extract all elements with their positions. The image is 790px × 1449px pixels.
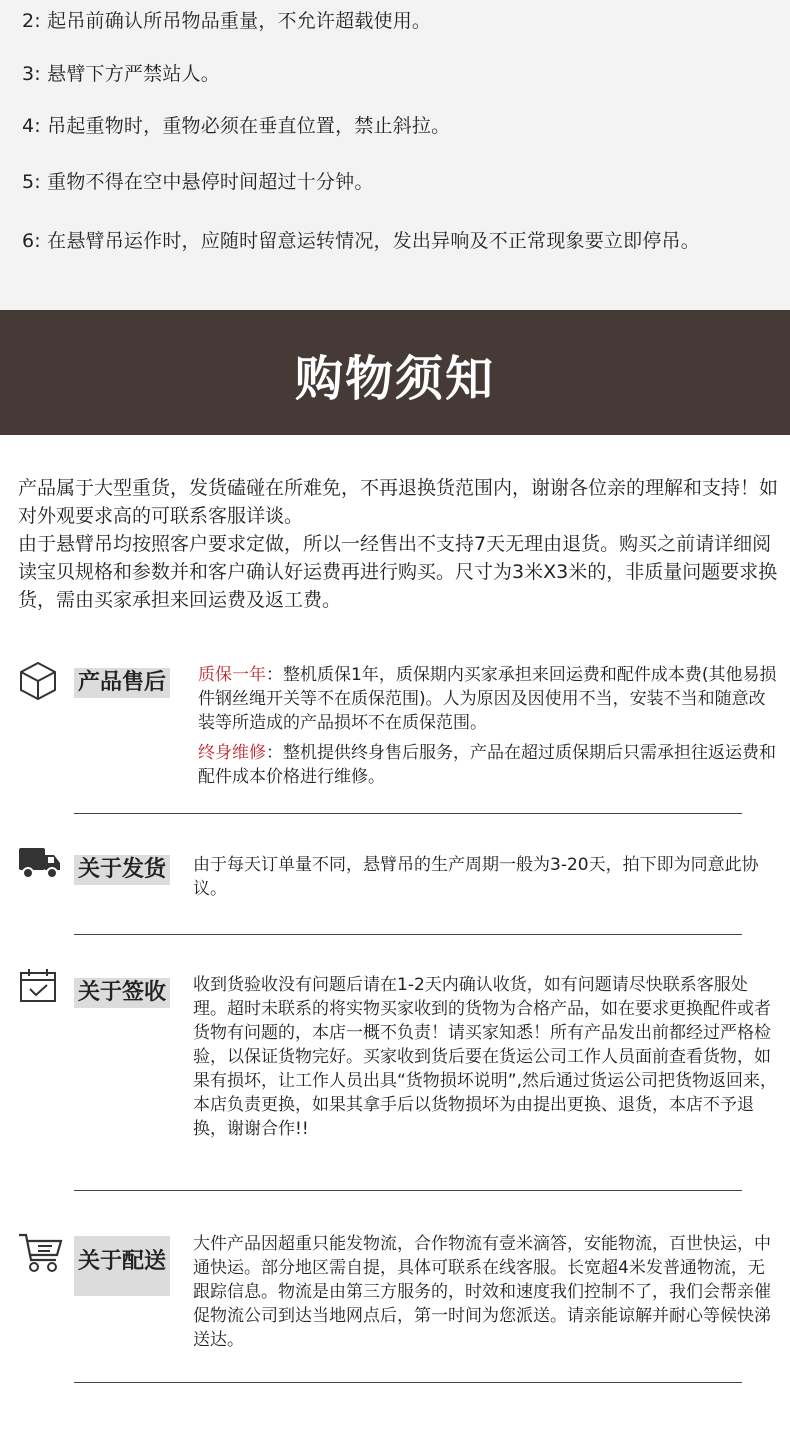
rule-item: 3: 悬臂下方严禁站人。 — [22, 63, 220, 85]
section-divider — [74, 813, 742, 814]
intro-paragraph: 产品属于大型重货，发货磕碰在所难免，不再退换货范围内，谢谢各位亲的理解和支持！如对外观要求高的可联系客服详谈。 — [18, 477, 779, 527]
delivery-text: 大件产品因超重只能发物流，合作物流有壹米滴答，安能物流，百世快运，中通快运。部分地区需自提，具体可联系在线客服。长宽超4米发普通物流，无跟踪信息。物流是由第三方服务的，时效和速度我们控制不了，我们会帮亲催促物流公司到达当地网点后，第一时间为您派送。请亲能谅解并耐心等候快涕送达。 — [193, 1234, 771, 1350]
rule-item: 4: 吊起重物时，重物必须在垂直位置，禁止斜拉。 — [22, 115, 451, 137]
section-label: 关于配送 — [74, 1236, 170, 1296]
calendar-check-icon — [18, 968, 58, 1008]
safety-rules-panel — [0, 0, 790, 310]
warranty-paragraph — [198, 663, 780, 735]
shipping-text: 由于每天订单量不同，悬臂吊的生产周期一般为3-20天，拍下即为同意此协议。 — [193, 855, 759, 899]
shopping-notice-banner — [0, 310, 790, 435]
section-divider — [74, 1190, 742, 1191]
receipt-body — [193, 973, 778, 1141]
receipt-text: 收到货验收没有问题后请在1-2天内确认收货，如有问题请尽快联系客服处理。超时未联系的将实物买家收到的货物为合格产品，如在要求更换配件或者货物有问题的，本店一概不负责！请买家知悉！所有产品发出前都经过严格检验，以保证货物完好。买家收到货后要在货运公司工作人员面前查看货物，如果有损坏，让工作人员出具“货物损坏说明”,然后通过货运公司把货物返回来，本店负责更换，如果其拿手后以货物损坏为由提出更换、退货，本店不予退换，谢谢合作!! — [193, 975, 778, 1139]
shopping-cart-icon — [18, 1232, 64, 1278]
lifetime-title: 终身维修 — [198, 743, 266, 763]
lifetime-text: ：整机提供终身售后服务，产品在超过质保期后只需承担往返运费和配件成本价格进行维修。 — [198, 743, 776, 787]
aftersale-body — [198, 663, 780, 789]
lifetime-paragraph — [198, 741, 780, 789]
section-label: 产品售后 — [74, 668, 170, 698]
intro-text — [18, 474, 778, 614]
rule-item: 6: 在悬臂吊运作时，应随时留意运转情况，发出异响及不正常现象要立即停吊。 — [22, 230, 700, 252]
section-divider — [74, 934, 742, 935]
intro-paragraph: 由于悬臂吊均按照客户要求定做，所以一经售出不支持7天无理由退货。购买之前请详细阅读宝贝规格和参数并和客户确认好运费再进行购买。尺寸为3米X3米的，非质量问题要求换货，需由买家承担来回运费及返工费。 — [18, 533, 778, 611]
section-label: 关于签收 — [74, 978, 170, 1008]
delivery-body — [193, 1232, 778, 1352]
shipping-body — [193, 853, 778, 901]
cube-icon — [18, 660, 58, 706]
warranty-title: 质保一年 — [198, 665, 266, 685]
rule-item: 5: 重物不得在空中悬停时间超过十分钟。 — [22, 171, 374, 193]
banner-title: 购物须知 — [294, 351, 495, 407]
section-label: 关于发货 — [74, 855, 170, 885]
rule-item: 2: 起吊前确认所吊物品重量，不允许超载使用。 — [22, 10, 432, 32]
warranty-text: ：整机质保1年，质保期内买家承担来回运费和配件成本费(其他易损件钢丝绳开关等不在质保范围)。人为原因及因使用不当，安装不当和随意改装等所造成的产品损坏不在质保范围。 — [198, 665, 777, 733]
truck-icon — [18, 845, 62, 885]
section-divider — [74, 1382, 742, 1383]
